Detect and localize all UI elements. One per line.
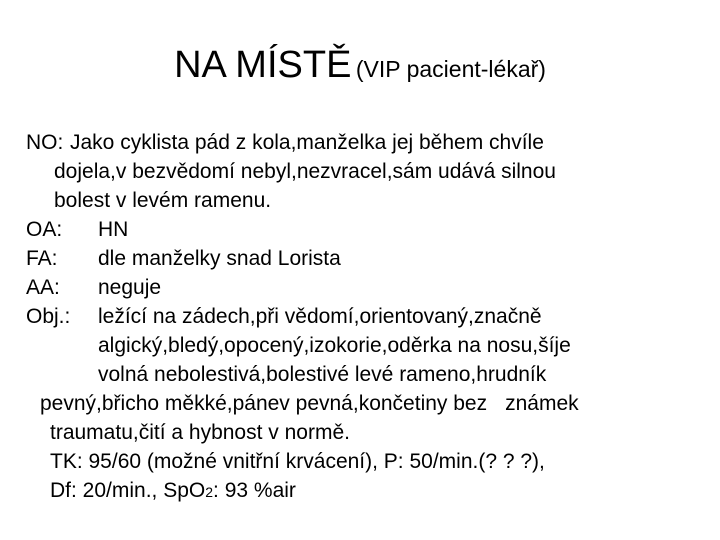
- entry-oa-label: OA:: [26, 218, 63, 241]
- slide-title: [0, 44, 720, 87]
- entry-oa: [26, 215, 128, 244]
- entry-obj-label: Obj.:: [26, 305, 71, 328]
- entry-fa: [26, 244, 341, 273]
- entry-obj-text-4a: pevný,břicho měkké,pánev pevná,končetiny bez: [40, 392, 488, 415]
- entry-obj-text-4b: známek: [505, 392, 579, 415]
- entry-obj-line-3: volná nebolestivá,bolestivé levé rameno,hrudník: [98, 363, 547, 386]
- entry-no-line-3: bolest v levém ramenu.: [54, 189, 272, 212]
- title-subtitle: (VIP pacient-lékař): [355, 56, 546, 82]
- vitals-2-subscript: 2: [205, 484, 214, 500]
- entry-aa: [26, 273, 161, 302]
- entry-no-line-2: dojela,v bezvědomí nebyl,nezvracel,sám udává silnou: [54, 160, 556, 183]
- entry-oa-text: HN: [98, 218, 129, 241]
- entry-obj-vitals-1: TK: 95/60 (možné vnitřní krvácení), P: 50/min.(? ? ?),: [50, 450, 545, 473]
- entry-fa-label: FA:: [26, 247, 58, 270]
- entry-obj-text-1: ležící na zádech,při vědomí,orientovaný,značně: [98, 305, 542, 328]
- entry-aa-text: neguje: [98, 276, 162, 299]
- entry-obj-line-1: [26, 302, 542, 331]
- entry-fa-text: dle manželky snad Lorista: [98, 247, 341, 270]
- entry-no-line-1: [26, 128, 544, 157]
- entry-no-text-1: Jako cyklista pád z kola,manželka jej během chvíle: [70, 131, 544, 154]
- entry-obj-line-4: [40, 389, 579, 418]
- entry-obj-line-2: algický,bledý,opocený,izokorie,oděrka na nosu,šíje: [98, 334, 571, 357]
- entry-obj-line-5: traumatu,čití a hybnost v normě.: [50, 421, 350, 444]
- entry-obj-vitals-2: [50, 476, 296, 507]
- title-main: NA MÍSTĚ: [174, 44, 352, 86]
- vitals-2-part-b: : 93 %air: [213, 479, 296, 502]
- entry-no-label: NO:: [26, 131, 64, 154]
- vitals-2-part-a: Df: 20/min., SpO: [50, 479, 206, 502]
- entry-aa-label: AA:: [26, 276, 60, 299]
